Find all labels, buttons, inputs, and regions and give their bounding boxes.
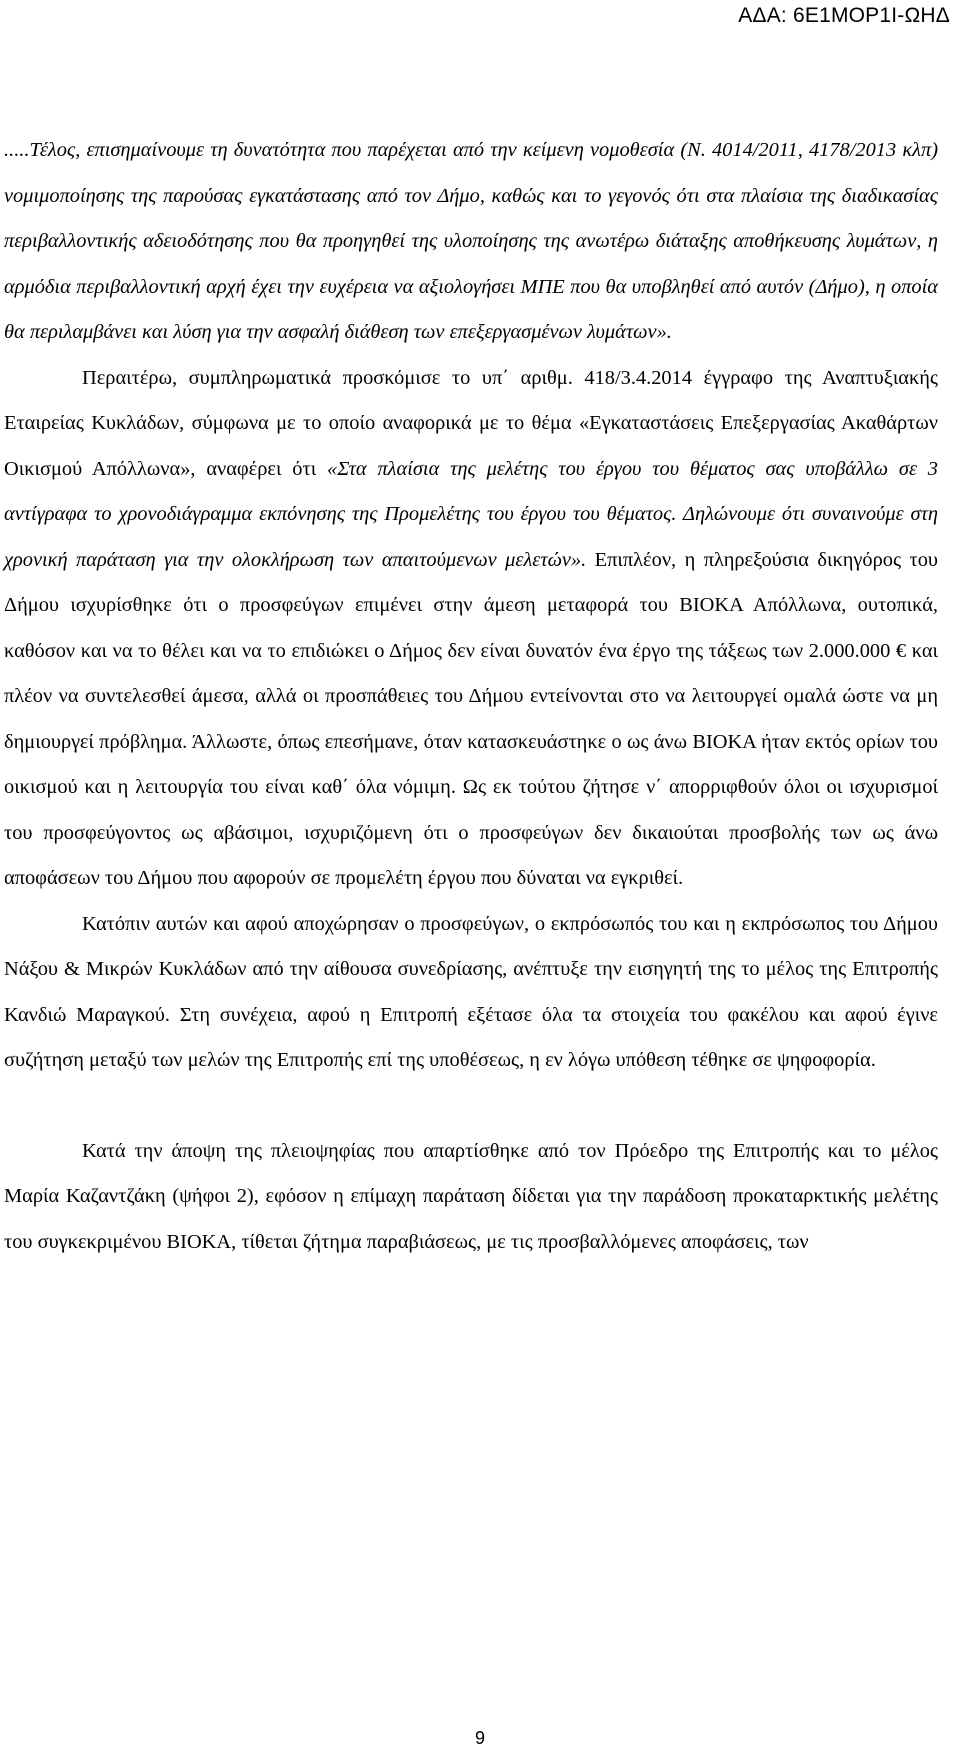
ada-code-header: ΑΔΑ: 6Ε1ΜΟΡ1Ι-ΩΗΔ: [738, 4, 950, 27]
paragraph-majority-opinion: [4, 1129, 938, 1266]
document-body: [4, 128, 938, 1265]
paragraph-text: Κατόπιν αυτών και αφού αποχώρησαν ο προσφεύγων, ο εκπρόσωπός του και η εκπρόσωπος του Δήμου Νάξου & Μικρών Κυκλάδων από την αίθουσα συνεδρίασης, ανέπτυξε την εισηγητή της το μέλος της Επιτροπής Κανδιώ Μαραγκού. Στη συνέχεια, αφού η Επιτροπή εξέτασε όλα τα στοιχεία του φακέλου και αφού έγινε συζήτηση μεταξύ των μελών της Επιτροπής επί της υποθέσεως, η εν λόγω υπόθεση τέθηκε σε ψηφοφορία.: [4, 912, 938, 1071]
paragraph-quote-environmental: [4, 128, 938, 356]
italic-quote: «Στα πλαίσια της μελέτης του έργου του θέματος σας υποβάλλω σε 3 αντίγραφα το χρονοδιάγραμμα εκπόνησης της Προμελέτης του έργου του θέματος. Δηλώνουμε ότι συναινούμε στη χρονική παράταση για την ολοκλήρωση των απαιτούμενων μελετών».: [4, 457, 939, 571]
italic-quote: .....Τέλος, επισημαίνουμε τη δυνατότητα που παρέχεται από την κείμενη νομοθεσία (Ν. 4014/2011, 4178/2013 κλπ) νομιμοποίησης της παρούσας εγκατάστασης από τον Δήμο, καθώς και το γεγονός ότι στα πλαίσια της διαδικασίας περιβαλλοντικής αδειοδότησης που θα προηγηθεί της υλοποίησης της ανωτέρω διάταξης αποθήκευσης λυμάτων, η αρμόδια περιβαλλοντική αρχή έχει την ευχέρεια να αξιολογήσει ΜΠΕ που θα υποβληθεί από αυτόν (Δήμο), η οποία θα περιλαμβάνει και λύση για την ασφαλή διάθεση των επεξεργασμένων λυμάτων».: [4, 139, 938, 343]
paragraph-supplementary-document: [4, 356, 938, 902]
paragraph-spacer: [4, 1084, 938, 1129]
paragraph-text: Επιπλέον, η πληρεξούσια δικηγόρος του Δήμου ισχυρίσθηκε ότι ο προσφεύγων επιμένει στην άμεση μεταφορά του ΒΙΟΚΑ Απόλλωνα, ουτοπικά, καθόσον και να το θέλει και να το επιδιώκει ο Δήμος δεν είναι δυνατόν ένα έργο της τάξεως των 2.000.000 € και πλέον να συντελεσθεί άμεσα, αλλά οι προσπάθειες του Δήμου εντείνονται στο να λειτουργεί ομαλά ώστε να μη δημιουργεί πρόβλημα. Άλλωστε, όπως επεσήμανε, όταν κατασκευάστηκε ο ως άνω ΒΙΟΚΑ ήταν εκτός ορίων του οικισμού και η λειτουργία του είναι καθ΄ όλα νόμιμη. Ως εκ τούτου ζήτησε ν΄ απορριφθούν όλοι οι ισχυρισμοί του προσφεύγοντος ως αβάσιμοι, ισχυριζόμενη ότι ο προσφεύγων δεν δικαιούται προσβολής των ως άνω αποφάσεων του Δήμου που αφορούν σε προμελέτη έργου που δύναται να εγκριθεί.: [4, 548, 938, 889]
paragraph-deliberation: [4, 902, 938, 1084]
page-number: 9: [474, 1728, 485, 1748]
paragraph-text: Κατά την άποψη της πλειοψηφίας που απαρτίσθηκε από τον Πρόεδρο της Επιτροπής και το μέλος Μαρία Καζαντζάκη (ψήφοι 2), εφόσον η επίμαχη παράταση δίδεται για την παράδοση προκαταρκτικής μελέτης του συγκεκριμένου ΒΙΟΚΑ, τίθεται ζήτημα παραβιάσεως, με τις προσβαλλόμενες αποφάσεις, των: [4, 1139, 938, 1253]
paragraph-text: Περαιτέρω, συμπληρωματικά προσκόμισε το υπ΄ αριθμ. 418/3.4.2014 έγγραφο της Αναπτυξιακής Εταιρείας Κυκλάδων, σύμφωνα με το οποίο αναφορικά με το θέμα «Εγκαταστάσεις Επεξεργασίας Ακαθάρτων Οικισμού Απόλλωνα», αναφέρει ότι: [4, 366, 938, 480]
